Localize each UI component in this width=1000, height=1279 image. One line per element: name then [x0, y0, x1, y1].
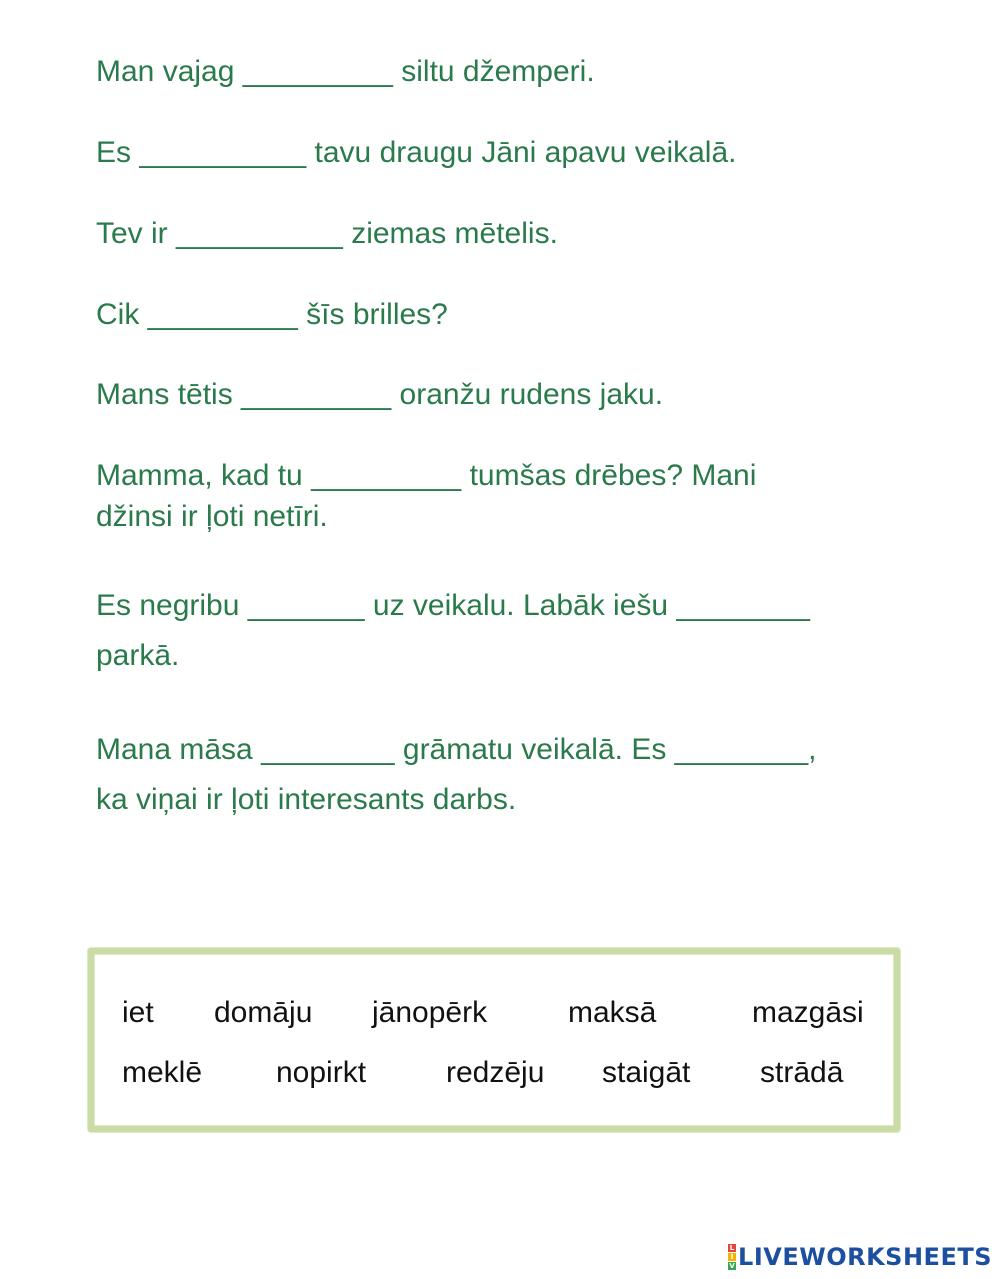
sentence-7-line-1: Es negribu _______ uz veikalu. Labāk iešu ________: [96, 589, 810, 622]
word-bank-item: nopirkt: [276, 1056, 367, 1089]
word-bank-item: redzēju: [446, 1056, 545, 1089]
word-bank-item: jānopērk: [372, 996, 488, 1029]
word-bank-item: meklē: [122, 1056, 203, 1089]
sentence-4: Cik _________ šīs brilles?: [96, 298, 448, 331]
sentence-6-line-1: Mamma, kad tu _________ tumšas drēbes? Mani: [96, 459, 757, 492]
logo-badge-letter: L: [729, 1244, 735, 1252]
logo-badge-icon: [728, 1244, 736, 1271]
word-bank-item: maksā: [568, 996, 657, 1029]
word-bank-item: staigāt: [602, 1056, 691, 1089]
sentence-5: Mans tētis _________ oranžu rudens jaku.: [96, 378, 664, 411]
sentence-8-line-2: ka viņai ir ļoti interesants darbs.: [96, 783, 517, 816]
logo-badge-letter: V: [729, 1262, 735, 1270]
word-bank-box: [88, 948, 900, 1132]
sentence-7-line-2: parkā.: [96, 639, 180, 672]
word-bank-item: strādā: [760, 1056, 844, 1089]
liveworksheets-logo: [728, 1243, 992, 1271]
word-bank-item: domāju: [214, 996, 313, 1029]
word-bank-item: mazgāsi: [752, 996, 864, 1029]
logo-text: LIVEWORKSHEETS: [738, 1243, 992, 1271]
logo-badge-letter: I: [728, 1253, 736, 1261]
sentence-2: Es __________ tavu draugu Jāni apavu veikalā.: [96, 136, 737, 169]
sentence-1: Man vajag _________ siltu džemperi.: [96, 55, 595, 88]
sentence-3: Tev ir __________ ziemas mētelis.: [96, 217, 558, 250]
word-bank-item: iet: [122, 996, 154, 1029]
sentence-8-line-1: Mana māsa ________ grāmatu veikalā. Es ________,: [96, 733, 817, 766]
sentence-6-line-2: džinsi ir ļoti netīri.: [96, 500, 328, 533]
